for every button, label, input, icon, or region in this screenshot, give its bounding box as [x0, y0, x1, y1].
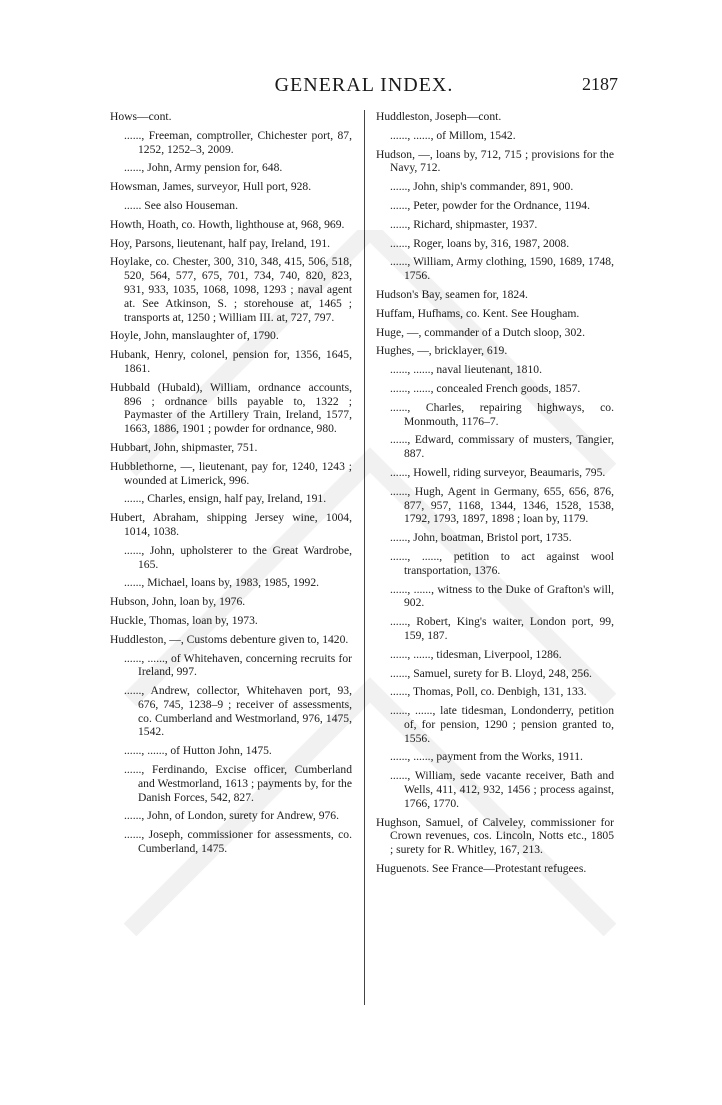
index-entry: ......, Roger, loans by, 316, 1987, 2008. [390, 236, 570, 250]
index-entry: ......, ......, naval lieutenant, 1810. [390, 363, 542, 377]
index-entry: ......, Robert, King's waiter, London port, 99, 159, 187. [390, 615, 614, 642]
index-entry: Hoy, Parsons, lieutenant, half pay, Ireland, 191. [110, 236, 331, 250]
index-column-left [110, 110, 352, 861]
index-entry: Huguenots. See France—Protestant refugees. [376, 862, 587, 876]
index-entry: ......, Peter, powder for the Ordnance, 1194. [390, 198, 591, 212]
index-entry: Hubbart, John, shipmaster, 751. [110, 440, 258, 454]
index-column-right [376, 110, 614, 881]
index-entry: Huckle, Thomas, loan by, 1973. [110, 613, 258, 627]
index-entry: Hoylake, co. Chester, 300, 310, 348, 415, 506, 518, 520, 564, 577, 675, 701, 734, 740, 820, 823, 931, 933, 1035, 1068, 1098, 1293 ; naval agent at. See Atkinson, S. ; storehouse at, 1465 ; transports at, 1250 ; William III. at, 727, 797. [110, 255, 352, 324]
index-entry: ......, Freeman, comptroller, Chichester port, 87, 1252, 1252–3, 2009. [124, 128, 352, 156]
index-entry: ......, Thomas, Poll, co. Denbigh, 131, 133. [390, 685, 587, 699]
index-entry: Huddleston, —, Customs debenture given to, 1420. [110, 632, 349, 646]
page-header [110, 74, 618, 102]
index-entry: Hoyle, John, manslaughter of, 1790. [110, 329, 279, 343]
index-entry: Hubert, Abraham, shipping Jersey wine, 1004, 1014, 1038. [110, 511, 352, 538]
column-divider [364, 110, 365, 1005]
index-entry: Howsman, James, surveyor, Hull port, 928. [110, 180, 312, 194]
index-entry: Huge, —, commander of a Dutch sloop, 302. [376, 325, 585, 339]
index-entry: Hudson, —, loans by, 712, 715 ; provisions for the Navy, 712. [376, 147, 614, 175]
index-entry: Hubank, Henry, colonel, pension for, 1356, 1645, 1861. [110, 348, 352, 375]
index-entry: ......, William, Army clothing, 1590, 1689, 1748, 1756. [390, 255, 614, 283]
index-entry: Hudson's Bay, seamen for, 1824. [376, 287, 528, 301]
index-entry: ......, Howell, riding surveyor, Beaumaris, 795. [390, 465, 606, 479]
index-entry: ......, John, of London, surety for Andrew, 976. [124, 809, 339, 823]
index-entry: ......, Michael, loans by, 1983, 1985, 1992. [124, 576, 320, 590]
index-entry: ......, John, ship's commander, 891, 900. [390, 180, 574, 194]
index-entry: Hubson, John, loan by, 1976. [110, 595, 246, 609]
index-entry: Hubblethorne, —, lieutenant, pay for, 1240, 1243 ; wounded at Limerick, 996. [110, 459, 352, 487]
index-entry: ......, Joseph, commissioner for assessments, co. Cumberland, 1475. [124, 828, 352, 856]
index-entry: ......, Charles, repairing highways, co. Monmouth, 1176–7. [390, 400, 614, 428]
index-entry: ...... See also Houseman. [124, 198, 238, 212]
index-entry: ......, ......, payment from the Works, 1911. [390, 750, 583, 764]
index-entry: Hubbald (Hubald), William, ordnance accounts, 896 ; ordnance bills payable to, 1322 ; Paymaster of the Artillery Train, Ireland, 1577, 1663, 1886, 1901 ; powder for ordnance, 980. [110, 380, 352, 436]
index-entry: ......, John, Army pension for, 648. [124, 161, 283, 175]
index-entry: ......, ......, tidesman, Liverpool, 1286. [390, 647, 562, 661]
page-number: 2187 [582, 74, 618, 94]
index-entry: ......, ......, late tidesman, Londonderry, petition of, for pension, 1290 ; pension granted to, 1556. [390, 704, 614, 745]
index-entry: ......, ......, of Hutton John, 1475. [124, 744, 272, 758]
index-entry: ......, ......, of Whitehaven, concerning recruits for Ireland, 997. [124, 651, 352, 679]
index-entry: Hughson, Samuel, of Calveley, commissioner for Crown revenues, cos. Lincoln, Notts etc., 1805 ; surety for R. Whitley, 167, 213. [376, 815, 614, 857]
index-entry: Hows—cont. [110, 110, 172, 123]
page-title: GENERAL INDEX. [274, 74, 454, 96]
index-entry: Howth, Hoath, co. Howth, lighthouse at, 968, 969. [110, 217, 345, 231]
index-entry: Hughes, —, bricklayer, 619. [376, 344, 508, 358]
index-entry: ......, William, sede vacante receiver, Bath and Wells, 411, 412, 932, 1456 ; process against, 1766, 1770. [390, 769, 614, 810]
index-entry: ......, John, upholsterer to the Great Wardrobe, 165. [124, 543, 352, 571]
index-entry: ......, Ferdinando, Excise officer, Cumberland and Westmorland, 1613 ; payments by, for the Danish Forces, 542, 827. [124, 763, 352, 804]
index-entry: ......, Edward, commissary of musters, Tangier, 887. [390, 433, 614, 461]
index-entry: ......, John, boatman, Bristol port, 1735. [390, 531, 572, 545]
index-entry: ......, ......, witness to the Duke of Grafton's will, 902. [390, 582, 614, 610]
index-entry: ......, ......, concealed French goods, 1857. [390, 381, 581, 395]
index-entry: Huddleston, Joseph—cont. [376, 110, 502, 123]
index-entry: ......, ......, petition to act against wool transportation, 1376. [390, 549, 614, 577]
index-entry: ......, Andrew, collector, Whitehaven port, 93, 676, 745, 1238–9 ; receiver of assessments, co. Cumberland and Westmorland, 976, 1475, 1542. [124, 684, 352, 739]
index-entry: ......, Charles, ensign, half pay, Ireland, 191. [124, 492, 327, 506]
index-entry: ......, Richard, shipmaster, 1937. [390, 217, 538, 231]
index-entry: ......, Samuel, surety for B. Lloyd, 248, 256. [390, 666, 592, 680]
index-entry: ......, ......, of Millom, 1542. [390, 128, 516, 142]
index-entry: ......, Hugh, Agent in Germany, 655, 656, 876, 877, 957, 1168, 1344, 1346, 1528, 1538, 1792, 1793, 1897, 1898 ; loan by, 1179. [390, 484, 614, 526]
index-entry: Huffam, Hufhams, co. Kent. See Hougham. [376, 306, 580, 320]
